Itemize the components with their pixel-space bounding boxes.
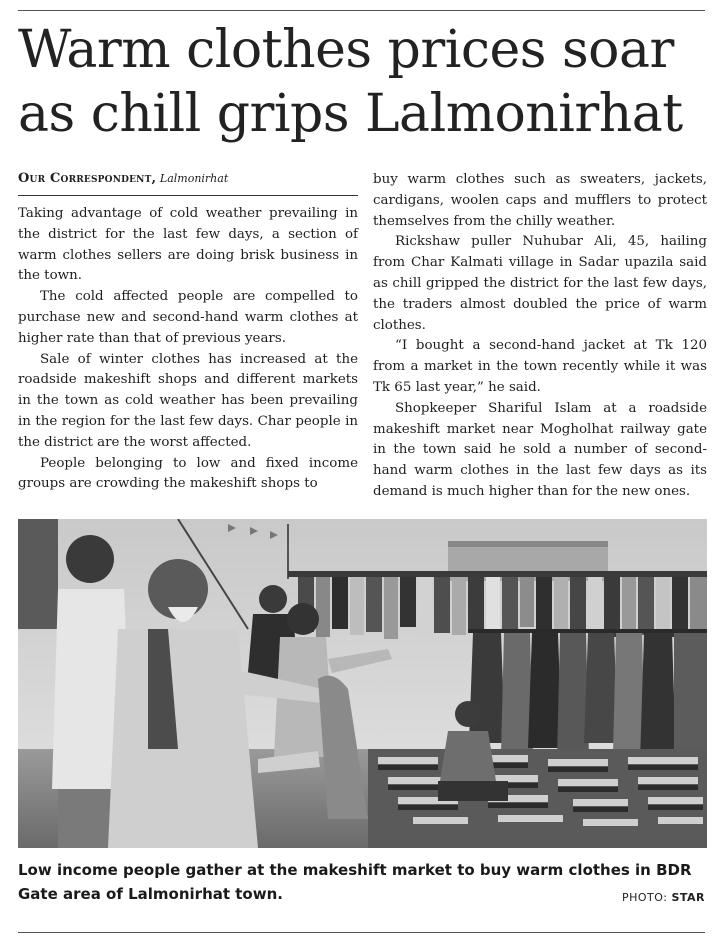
article-column-right	[373, 170, 707, 503]
bottom-rule	[18, 932, 705, 933]
headline-line-1: Warm clothes prices soar	[18, 20, 674, 80]
paragraph: Taking advantage of cold weather prevailing in the district for the last few days, a section of warm clothes sellers are doing brisk business in the town.	[18, 206, 358, 284]
paragraph: The cold affected people are compelled to purchase new and second-hand warm clothes at higher rate than that of previous years.	[18, 289, 358, 346]
photo-credit-label: PHOTO:	[621, 891, 668, 904]
photo-credit-source: STAR	[671, 891, 705, 904]
photo-caption: Low income people gather at the makeshift market to buy warm clothes in BDR Gate area of Lalmonirhat town.	[18, 861, 692, 903]
paragraph: buy warm clothes such as sweaters, jackets, cardigans, woolen caps and mufflers to protect themselves from the chilly weather.	[373, 172, 707, 229]
market-scene-illustration	[18, 519, 707, 848]
byline-location: Lalmonirhat	[159, 172, 229, 185]
paragraph: Sale of winter clothes has increased at the roadside makeshift shops and different markets in the town as cold weather has been prevailing in the region for the last few days. Char people in the district are the worst affected.	[18, 351, 358, 450]
paragraph: “I bought a second-hand jacket at Tk 120 from a market in the town recently while it was Tk 65 last year,” he said.	[373, 338, 707, 395]
byline	[18, 170, 358, 187]
photo-credit	[622, 891, 705, 904]
top-rule	[18, 10, 705, 11]
paragraph: Rickshaw puller Nuhubar Ali, 45, hailing from Char Kalmati village in Sadar upazila said as chill gripped the district for the last few days, the traders almost doubled the price of warm clothes.	[373, 234, 707, 333]
news-photo	[18, 519, 707, 848]
jacket-rack	[468, 629, 707, 763]
byline-rule	[18, 195, 358, 196]
paragraph: People belonging to low and fixed income groups are crowding the makeshift shops to	[18, 455, 358, 492]
byline-name: Our Correspondent,	[18, 171, 157, 186]
headline	[18, 18, 708, 146]
headline-line-2: as chill grips Lalmonirhat	[18, 84, 683, 144]
folded-clothes-piles	[368, 749, 707, 848]
article-column-left	[18, 204, 358, 495]
paragraph: Shopkeeper Shariful Islam at a roadside makeshift market near Mogholhat railway gate in the town said he sold a number of second-hand warm clothes in the last few days as its demand is much higher than for the new ones.	[373, 400, 707, 499]
